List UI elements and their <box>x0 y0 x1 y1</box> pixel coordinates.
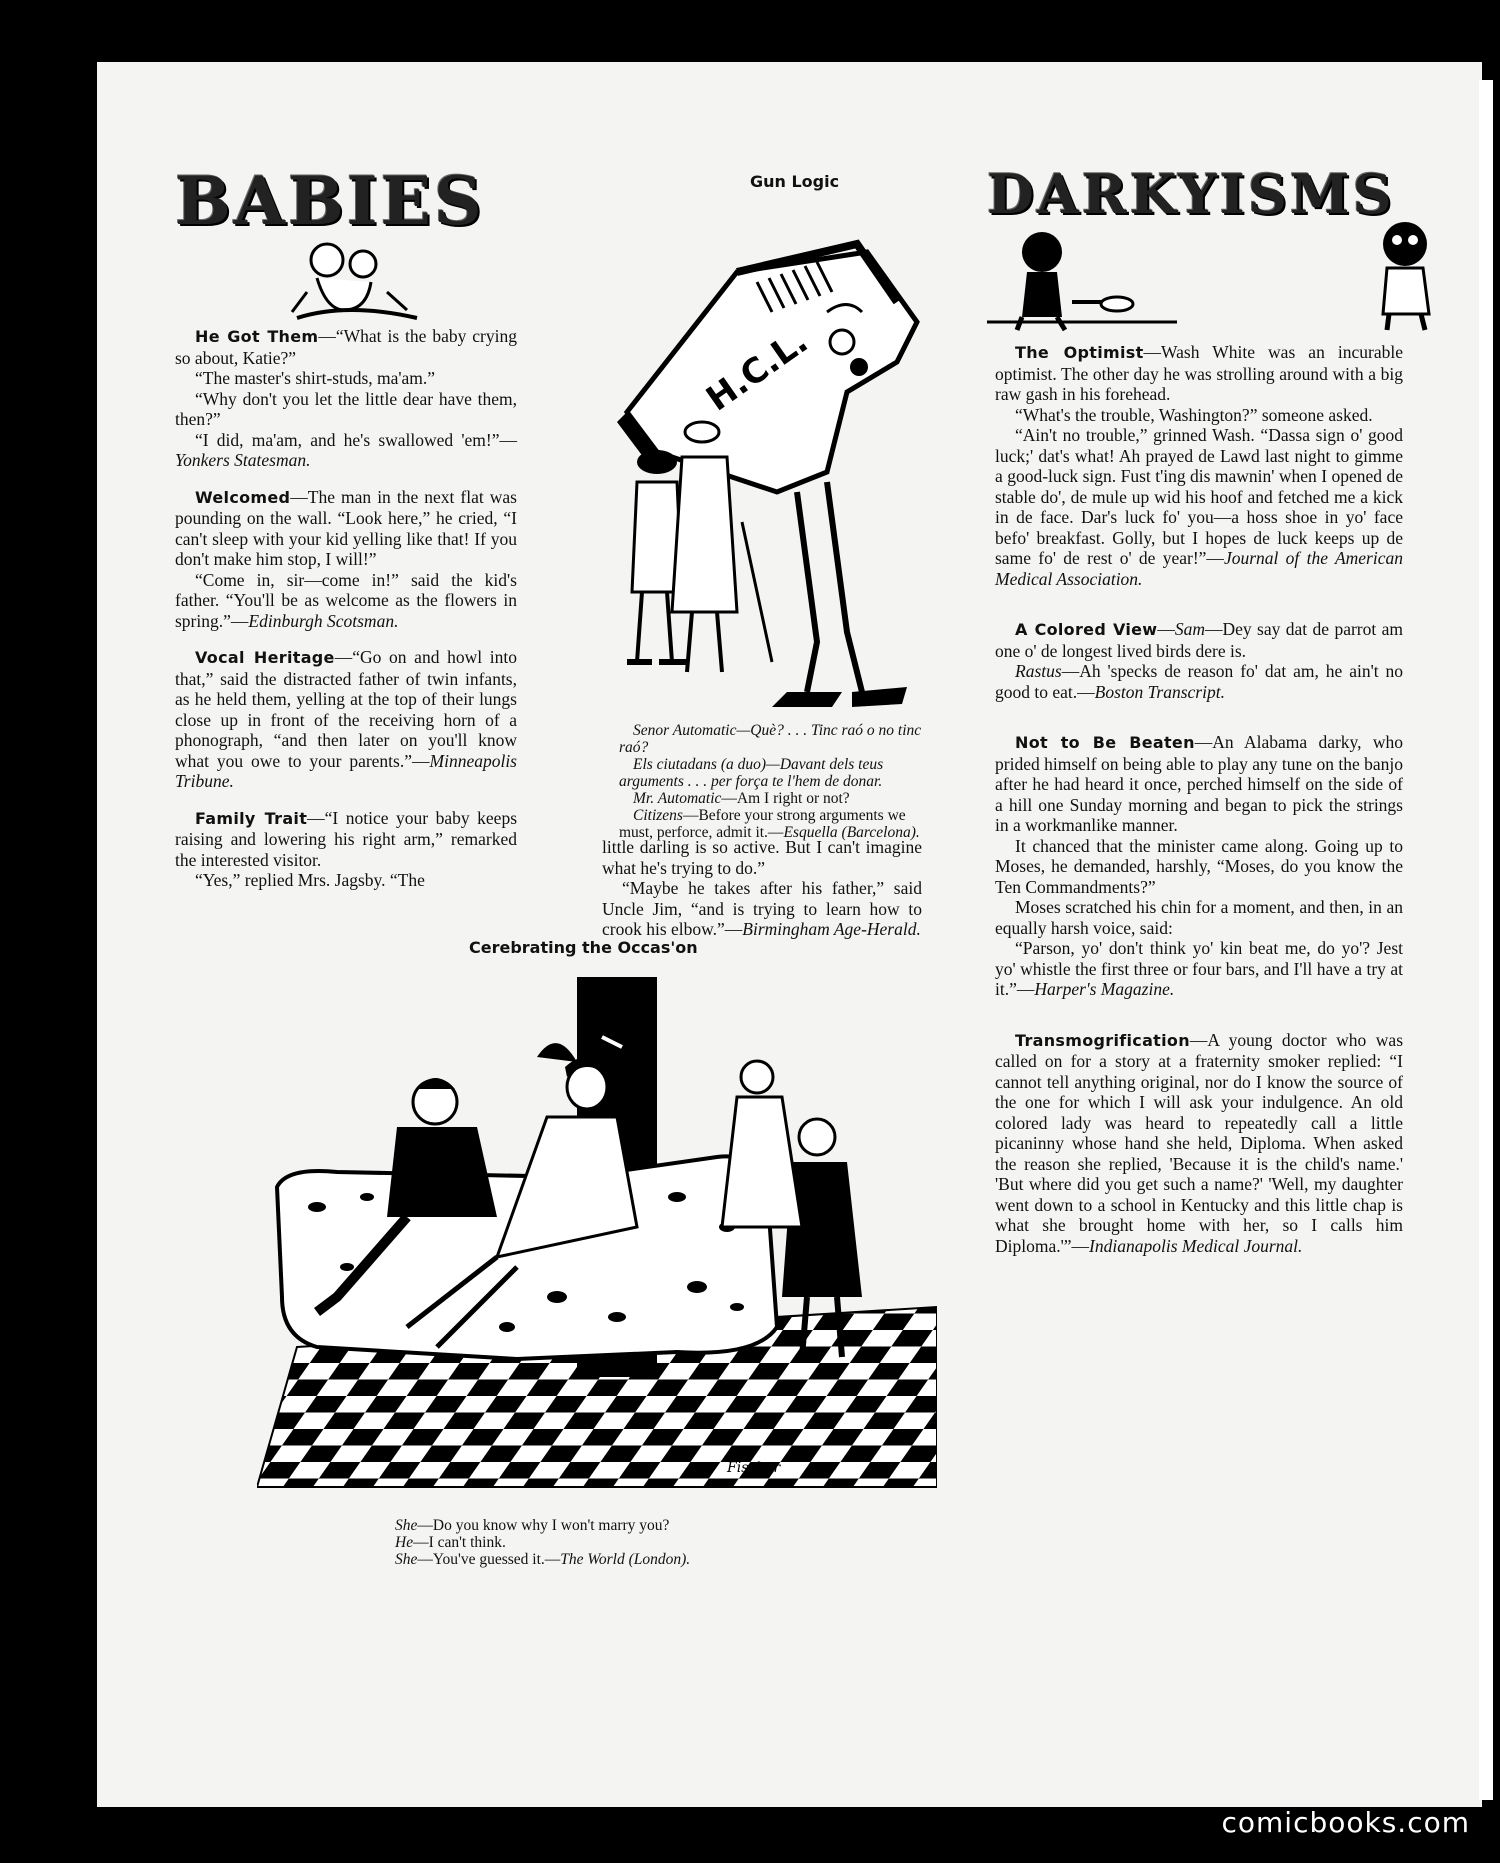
caption-speaker: Mr. Automatic <box>633 790 722 807</box>
gun-hcl-label: H.C.L. <box>699 321 816 420</box>
page-gutter <box>1479 80 1493 1800</box>
article-source: Harper's Magazine. <box>1034 979 1175 999</box>
caption-source: Esquella (Barcelona). <box>783 824 920 841</box>
article-text: —“Go on and howl into that,” said the distracted father of twin infants, as he held them, yelling at the top of their lungs close up in front of the receiving horn of a phonograph, “and then later on you'll know what you owe to your parents.”— <box>175 647 517 771</box>
babies-illustration <box>287 222 427 332</box>
speaker: Rastus <box>1015 661 1062 681</box>
article-text: —“I notice your baby keeps raising and lowering his right arm,” remarked the interested visitor. <box>175 807 517 870</box>
article-text: It chanced that the minister came along. Going up to Moses, he demanded, harshly, “Moses, do you know the Ten Commandments?” <box>995 835 1403 897</box>
article-source: Journal of the American Medical Association. <box>995 548 1403 589</box>
gun-logic-title: Gun Logic <box>750 172 840 191</box>
article-text: “I did, ma'am, and he's swallowed 'em!”— <box>195 429 517 450</box>
darkyisms-header: DARKYISMS <box>987 162 1395 226</box>
caption-source: The World (London). <box>560 1551 691 1568</box>
caption-speaker: Citizens <box>633 807 683 824</box>
article-text: little darling is so active. But I can't imagine what he's trying to do.” <box>602 837 922 878</box>
caption-text: —Do you know why I won't marry you? <box>417 1517 670 1534</box>
caption-text: —You've guessed it.— <box>417 1551 561 1568</box>
article-text: “Come in, sir—come in!” said the kid's father. “You'll be as welcome as the flowers in spring.”— <box>175 569 517 631</box>
article-text: Moses scratched his chin for a moment, and then, in an equally harsh voice, said: <box>995 897 1403 938</box>
article-title: Family Trait <box>195 808 308 828</box>
middle-column <box>602 837 922 940</box>
article-title: A Colored View <box>1015 620 1158 639</box>
caption-text: —I can't think. <box>413 1534 506 1551</box>
article-text: “Yes,” replied Mrs. Jagsby. “The <box>195 870 425 890</box>
article-text: “The master's shirt-studs, ma'am.” <box>195 368 436 388</box>
article-text: —Dey say dat de parrot am one o' de longest lived birds dere is. <box>995 619 1403 661</box>
article-source: Indianapolis Medical Journal. <box>1089 1235 1303 1256</box>
article-text: “Maybe he takes after his father,” said Uncle Jim, “and is trying to learn how to crook his elbow.”— <box>602 878 922 939</box>
article-text: “Why don't you let the little dear have them, then?” <box>175 388 517 429</box>
article-source: Birmingham Age-Herald. <box>742 919 921 939</box>
caption-speaker: She <box>395 1517 418 1534</box>
article-text: —A young doctor who was called on for a story at a fraternity smoker replied: “I cannot tell anything original, nor do I know the source of the one for which I will ask your indulgence. An old colored lady was heard to repeatedly call a little picaninny whose hand she held, Diploma. When asked the reason she replied, 'Because it is the child's name.' 'But where did you get such a name?' 'Well, my daughter went down to a school in Kentucky and this little chap is what she brought home with her, so I calls him Diploma.'”— <box>995 1029 1403 1256</box>
cartoon-title: Cerebrating the Occas'on <box>469 938 698 957</box>
article-title: The Optimist <box>1015 343 1144 362</box>
article-title: Not to Be Beaten <box>1015 733 1195 752</box>
article-source: Yonkers Statesman. <box>175 450 311 470</box>
article-title: Vocal Heritage <box>195 648 335 667</box>
couch-cartoon <box>257 967 937 1497</box>
caption-text: —Before your strong arguments we must, perforce, admit it.— <box>619 807 906 841</box>
caption-speaker: He <box>395 1534 414 1551</box>
article-text: —Ah 'specks de reason fo' dat am, he ain't no good to eat.— <box>995 661 1403 702</box>
article-source: Minneapolis Tribune. <box>175 750 517 791</box>
speaker: Sam <box>1174 619 1206 639</box>
caption-text: —Què? . . . Tinc raó o no tinc raó? <box>619 722 922 756</box>
darkyisms-column: The Optimist—Wash White was an incurable optimist. The other day he was strolling around with a big raw gash in his forehead. “What's the trouble, Washington?” someone asked. “Ain't no trouble,” grinned Wash. “Dassa sign o' good luck;' dat's what! Ah prayed de Lawd last night to gimme a good-luck sign. Fust t'ing dis mawnin' when I opened de stable do', de mule up wid his hoof and fetched me a kick in de face. Dar's luck fo' you—a hoss shoe in yo' face befo' breakfast. Golly, but I hopes de luck keeps up de same fo' de rest o' de year!”—Journal of the American Medical Association. A Colored View—Sam—Dey say dat de parrot am one o' de longest lived birds dere is. Rastus—Ah 'specks de reason fo' dat am, he ain't no good to eat.—Boston Transcript. Not to Be Beaten—An Alabama darky, who prided himself on being able to play any tune on the banjo after he had heard it once, perched himself on the side of a hill one Sunday morning and began to pick the strings in a workmanlike manner. It chanced that the minister came along. Going up to Moses, he demanded, harshly, “Moses, do you know the Ten Commandments?” Moses scratched his chin for a moment, and then, in an equally harsh voice, said: “Parson, yo' don't think yo' kin beat me, do yo'? Jest yo' whistle the first three or four bars, and I'll have a try at it.”—Harper's Magazine. Transmogrification—A young doctor who was called on for a story at a fraternity smoker replied: “I cannot tell anything original, nor do I know the source of the one for which I will ask your indulgence. An old colored lady was heard to repeatedly call a little picaninny whose hand she held, Diploma. When asked the reason she replied, 'Because it is the child's name.' 'But where did you get such a name?' 'Well, my daughter went down to a school in Kentucky and this little chap is what she brought home with her, so I calls him Diploma.'”—Indianapolis Medical Journal. <box>995 342 1403 1256</box>
article-text: —The man in the next flat was pounding on the wall. “Look here,” he cried, “I can't sleep with your kid yelling like that! If you don't make him stop, I will!” <box>175 486 517 569</box>
babies-header: BABIES <box>175 162 485 240</box>
couch-caption <box>395 1517 815 1568</box>
caption-speaker: She <box>395 1551 418 1568</box>
article-title: Transmogrification <box>1015 1030 1190 1050</box>
article-source: Edinburgh Scotsman. <box>248 610 399 631</box>
caption-text: —Davant dels teus arguments . . . per força te l'hem de donar. <box>619 756 884 790</box>
babies-column <box>175 326 517 891</box>
article-text: “What's the trouble, Washington?” someone asked. <box>1015 404 1373 425</box>
site-watermark: comicbooks.com <box>1221 1806 1470 1839</box>
darkyisms-illustration <box>987 222 1447 332</box>
article-text: “Parson, yo' don't think yo' kin beat me, do yo'? Jest yo' whistle the first three or four bars, and I'll have a try at it.”— <box>995 938 1403 999</box>
caption-speaker: Senor Automatic <box>633 722 737 739</box>
gun-logic-cartoon <box>597 192 977 732</box>
article-text: —“What is the baby crying so about, Katie?” <box>175 326 517 368</box>
article-title: Welcomed <box>195 487 291 507</box>
article-text: —Wash White was an incurable optimist. The other day he was strolling around with a big raw gash in his forehead. <box>995 342 1403 404</box>
article-text: —An Alabama darky, who prided himself on being able to play any tune on the banjo after he had heard it once, perched himself on the side of a hill one Sunday morning and began to pick the strings in a workmanlike manner. <box>995 732 1403 835</box>
gun-logic-caption <box>619 722 925 841</box>
artist-signature: Fischer <box>727 1460 781 1476</box>
caption-text: —Am I right or not? <box>721 790 850 807</box>
magazine-page <box>97 62 1482 1807</box>
article-text: “Ain't no trouble,” grinned Wash. “Dassa sign o' good luck;' dat's what! Ah prayed de Lawd last night to gimme a good-luck sign. Fust t'ing dis mawnin' when I opened de stable do', de mule up wid his hoof and fetched me a kick in de face. Dar's luck fo' you—a hoss shoe in yo' face befo' breakfast. Golly, but I hopes de luck keeps up de same fo' de rest o' de year!”— <box>995 425 1403 568</box>
article-source: Boston Transcript. <box>1094 681 1225 702</box>
caption-speaker: Els ciutadans (a duo) <box>633 756 767 773</box>
article-title: He Got Them <box>195 327 319 346</box>
